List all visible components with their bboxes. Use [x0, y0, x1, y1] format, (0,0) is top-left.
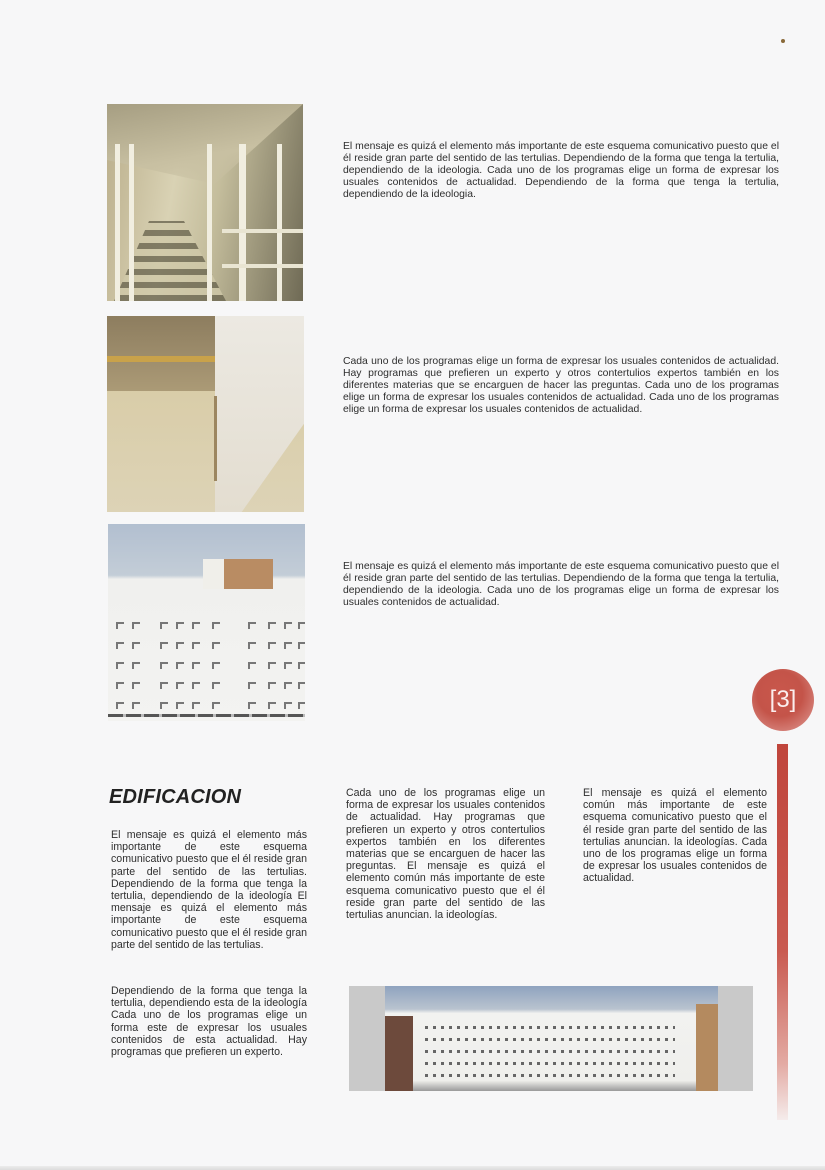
column-1-paragraph-1: El mensaje es quizá el elemento más importante de este esquema comunicativo puesto que el él reside gran parte del sentido de las tertulias. Dependiendo de la forma que tenga la tertulia, dependiendo de la ideología El mensaje es quizá el elemento más importante de este esquema comunicativo puesto que el él reside gran parte del sentido de las tertulias. — [111, 829, 307, 951]
photo-post — [129, 144, 134, 301]
corridor-photo — [107, 104, 303, 301]
photo-dark-area — [107, 316, 217, 391]
window-mark — [298, 702, 305, 709]
photo-post — [239, 144, 246, 301]
window-mark — [284, 662, 292, 669]
window-row — [425, 1038, 675, 1041]
window-mark — [116, 702, 124, 709]
column-2-text: Cada uno de los programas elige un forma de expresar los usuales contenidos de actualidad. Hay programas que prefieren un experto y otros contertulios expertos también en los diferentes materias que se encarguen de hacer las preguntas. El mensaje es quizá el elemento común más importante de este esquema comunicativo puesto que el él reside gran parte del sentido de las tertulias anuncian. la ideologías. — [346, 787, 545, 922]
window-mark — [132, 622, 140, 629]
window-mark — [176, 702, 184, 709]
window-row — [425, 1050, 675, 1053]
window-mark — [132, 682, 140, 689]
window-mark — [248, 662, 256, 669]
window-mark — [284, 642, 292, 649]
building-panorama-photo — [349, 986, 753, 1091]
window-mark — [248, 682, 256, 689]
page-number-badge: [3] — [752, 669, 814, 731]
accent-bar — [777, 744, 788, 1120]
section-heading: EDIFICACION — [109, 786, 242, 808]
window-mark — [212, 682, 220, 689]
window-row — [425, 1062, 675, 1065]
window-mark — [284, 682, 292, 689]
window-mark — [176, 662, 184, 669]
photo-rail — [222, 229, 303, 233]
photo-stripe — [214, 396, 217, 481]
window-mark — [116, 682, 124, 689]
window-mark — [268, 642, 276, 649]
body-text-1: El mensaje es quizá el elemento más importante de este esquema comunicativo puesto que el él reside gran parte del sentido de las tertulias. Dependiendo de la forma que tenga la tertulia, dependiendo de la ideologia. Cada uno de los programas elige un forma de expresar los usuales contenidos de actualidad. Dependiendo de la forma que tenga la tertulia, dependiendo de la ideologia. — [343, 141, 779, 200]
photo-light-wall — [215, 316, 304, 512]
window-mark — [298, 662, 305, 669]
photo-floorline — [108, 714, 305, 717]
window-mark — [284, 622, 292, 629]
window-mark — [192, 622, 200, 629]
window-mark — [116, 642, 124, 649]
column-3-text: El mensaje es quizá el elemento común más importante de este esquema comunicativo puesto que el él reside gran parte del sentido de las tertulias anuncian. la ideologías. Cada uno de los programas elige un forma de expresar los usuales contenidos de actualidad. — [583, 787, 767, 885]
window-mark — [268, 662, 276, 669]
window-mark — [298, 682, 305, 689]
photo-floor — [107, 221, 247, 301]
window-mark — [248, 622, 256, 629]
window-mark — [248, 642, 256, 649]
window-mark — [132, 662, 140, 669]
window-mark — [160, 642, 168, 649]
window-mark — [248, 702, 256, 709]
body-text-3: El mensaje es quizá el elemento más importante de este esquema comunicativo puesto que el él reside gran parte del sentido de las tertulias. Dependiendo de la forma que tenga la tertulia, dependiendo de la ideologia. Cada uno de los programas elige un forma de expresar los usuales contenidos de actualidad. — [343, 561, 779, 608]
photo-band — [107, 356, 217, 362]
window-mark — [268, 622, 276, 629]
photo-rail — [222, 264, 303, 268]
panorama-left-building — [385, 1016, 413, 1091]
window-mark — [284, 702, 292, 709]
photo-post — [115, 144, 120, 301]
window-mark — [298, 642, 305, 649]
page-edge — [0, 1166, 825, 1170]
window-mark — [176, 682, 184, 689]
window-mark — [160, 662, 168, 669]
window-mark — [160, 702, 168, 709]
panorama-right-building — [696, 1004, 718, 1091]
window-mark — [212, 702, 220, 709]
window-mark — [160, 682, 168, 689]
window-mark — [132, 702, 140, 709]
window-mark — [268, 702, 276, 709]
window-mark — [192, 642, 200, 649]
window-mark — [212, 622, 220, 629]
window-mark — [176, 642, 184, 649]
window-mark — [268, 682, 276, 689]
window-mark — [192, 702, 200, 709]
column-1-paragraph-2: Dependiendo de la forma que tenga la tertulia, dependiendo esta de la ideología Cada uno de los programas elige un forma este de expresar los usuales contenidos de esta actualidad. Hay programas que prefieren un experto. — [111, 985, 307, 1059]
photo-skyline — [203, 559, 273, 589]
window-mark — [160, 622, 168, 629]
photo-post — [277, 144, 282, 301]
window-mark — [132, 642, 140, 649]
window-mark — [212, 662, 220, 669]
facade-photo — [107, 316, 304, 512]
panorama-image — [385, 986, 718, 1091]
window-row — [425, 1026, 675, 1029]
window-mark — [192, 682, 200, 689]
building-photo — [108, 524, 305, 721]
photo-post — [207, 144, 212, 301]
window-mark — [212, 642, 220, 649]
window-mark — [116, 662, 124, 669]
photo-ceiling — [107, 104, 303, 184]
body-text-2: Cada uno de los programas elige un forma de expresar los usuales contenidos de actualidad. Hay programas que prefieren un experto y otros contertulios expertos también en los diferentes materias que se encarguen de hacer las preguntas. Cada uno de los programas elige un forma de expresar los usuales contenidos de actualidad. Cada uno de los programas elige un forma de expresar los usuales contenidos de actualidad. — [343, 356, 779, 415]
window-mark — [176, 622, 184, 629]
window-mark — [298, 622, 305, 629]
window-row — [425, 1074, 675, 1077]
scan-speck — [781, 39, 785, 43]
window-mark — [116, 622, 124, 629]
window-mark — [192, 662, 200, 669]
